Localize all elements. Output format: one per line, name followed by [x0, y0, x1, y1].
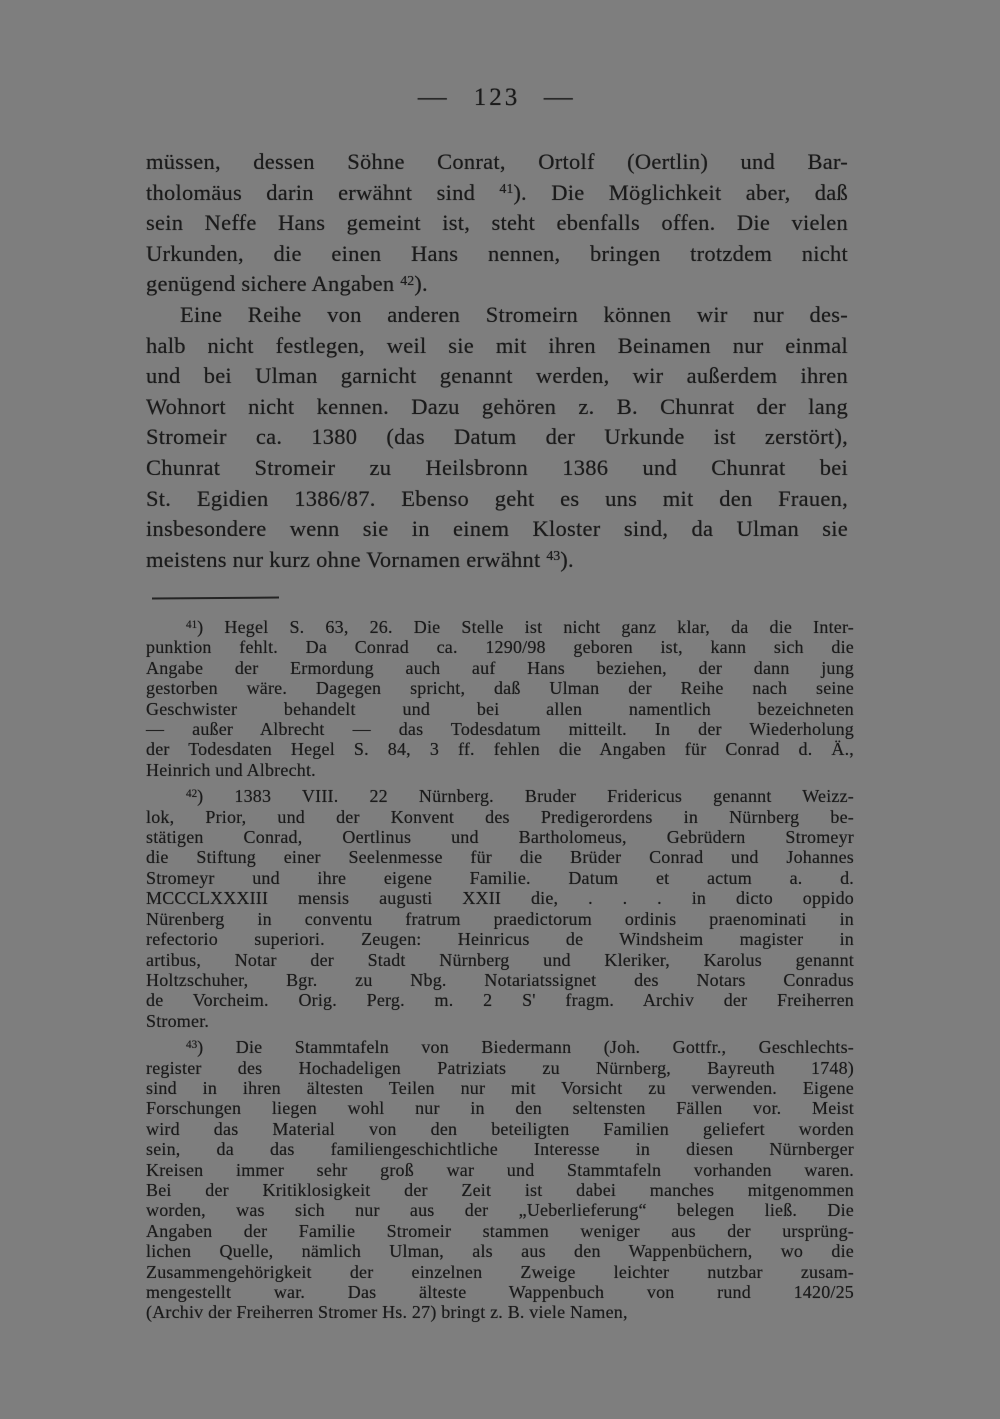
text-line: Urkunden, die einen Hans nennen, bringen trotzdem nicht	[146, 240, 848, 266]
footnotes	[146, 617, 854, 1323]
text-line: sind in ihren ältesten Teilen nur mit Vorsicht zu verwenden. Eigene	[146, 1077, 854, 1098]
text-line: mengestellt war. Das älteste Wappenbuch von rund 1420/25	[146, 1282, 854, 1302]
text-line: $^{42}$) 1383 VIII. 22 Nürnberg. Bruder Fridericus genannt Weizz-	[186, 786, 854, 807]
text-line: wird das Material von den beteiligten Familien geliefert worden	[146, 1118, 854, 1139]
text-line: Eine Reihe von anderen Stromeirn können wir nur des-	[180, 301, 848, 327]
text-line: register des Hochadeligen Patriziats zu Nürnberg, Bayreuth 1748)	[146, 1057, 854, 1078]
header-right-dash: —	[544, 84, 577, 111]
text-line: sein Neffe Hans gemeint ist, steht ebenfalls offen. Die vielen	[146, 210, 848, 236]
text-line: Stromeir ca. 1380 (das Datum der Urkunde ist zerstört),	[146, 424, 848, 450]
text-line: (Archiv der Freiherren Stromer Hs. 27) bringt z. B. viele Namen,	[146, 1302, 628, 1323]
text-line: müssen, dessen Söhne Conrat, Ortolf (Oertlin) und Bar-	[146, 149, 848, 174]
text-line: lok, Prior, und der Konvent des Predigerordens in Nürnberg be-	[146, 806, 854, 827]
text-line: sein, da das familiengeschichtliche Interesse in diesen Nürnberger	[146, 1139, 854, 1160]
text-line: Forschungen liegen wohl nur in den seltensten Fällen vor. Meist	[146, 1098, 854, 1119]
text-line: Zusammengehörigkeit der einzelnen Zweige leichter nutzbar zusam-	[146, 1261, 854, 1282]
footnote-42	[146, 786, 854, 1031]
text-line: meistens nur kurz ohne Vornamen erwähnt $^{43}$).	[146, 546, 574, 572]
page-number: 123	[473, 84, 521, 111]
footnote-41	[146, 617, 854, 780]
text-line: insbesondere wenn sie in einem Kloster sind, da Ulman sie	[146, 516, 848, 542]
text-line: de Vorcheim. Orig. Perg. m. 2 S' fragm. Archiv der Freiherren	[146, 990, 854, 1011]
text-line: Angaben der Familie Stromeir stammen weniger aus der ursprüng-	[146, 1220, 854, 1241]
text-line: tholomäus darin erwähnt sind $^{41}$). Die Möglichkeit aber, daß	[146, 179, 848, 205]
text-line: Geschwister behandelt und bei allen namentlich bezeichneten	[146, 698, 854, 719]
text-line: artibus, Notar der Stadt Nürnberg und Kleriker, Karolus genannt	[146, 949, 854, 970]
footnote-43	[146, 1037, 854, 1323]
text-line: halb nicht festlegen, weil sie mit ihren Beinamen nur einmal	[146, 332, 848, 358]
text-line: Nürenberg in conventu fratrum praedictorum ordinis praenominati in	[146, 908, 854, 929]
paragraph	[146, 300, 848, 575]
text-line: $^{41}$) Hegel S. 63, 26. Die Stelle ist nicht ganz klar, da die Inter-	[186, 617, 854, 637]
text-line: Angabe der Ermordung auch auf Hans beziehen, der dann jung	[146, 657, 854, 678]
text-line: Kreisen immer sehr groß war und Stammtafeln vorhanden waren.	[146, 1159, 854, 1180]
text-line: gestorben wäre. Dagegen spricht, daß Ulman der Reihe nach seine	[146, 678, 854, 699]
text-line: lichen Quelle, nämlich Ulman, als aus den Wappenbüchern, wo die	[146, 1241, 854, 1262]
text-line: genügend sichere Angaben $^{42}$).	[146, 271, 428, 297]
text-line: punktion fehlt. Da Conrad ca. 1290/98 geboren ist, kann sich die	[146, 637, 854, 658]
main-text	[146, 147, 848, 575]
text-line: refectorio superiori. Zeugen: Heinricus de Windsheim magister in	[146, 929, 854, 950]
text-line: St. Egidien 1386/87. Ebenso geht es uns mit den Frauen,	[146, 485, 848, 511]
text-line: Chunrat Stromeir zu Heilsbronn 1386 und Chunrat bei	[146, 454, 848, 480]
text-line: Holtzschuher, Bgr. zu Nbg. Notariatssignet des Notars Conradus	[146, 969, 854, 990]
text-line: — außer Albrecht — das Todesdatum mitteilt. In der Wiederholung	[146, 719, 854, 740]
header-left-dash: —	[417, 84, 450, 111]
text-line: der Todesdaten Hegel S. 84, 3 ff. fehlen die Angaben für Conrad d. Ä.,	[146, 739, 854, 760]
text-line: Stromer.	[146, 1010, 210, 1031]
text-line: worden, was sich nur aus der „Ueberlieferung“ belegen ließ. Die	[146, 1200, 854, 1221]
paragraph	[146, 147, 848, 300]
footnote-separator	[152, 597, 279, 600]
text-line: Heinrich und Albrecht.	[146, 759, 316, 780]
text-line: Wohnort nicht kennen. Dazu gehören z. B. Chunrat der lang	[146, 393, 848, 419]
text-line: stätigen Conrad, Oertlinus und Bartholomeus, Gebrüdern Stromeyr	[146, 827, 854, 848]
text-line: Stromeyr und ihre eigene Familie. Datum et actum a. d.	[146, 867, 854, 888]
text-line: $^{43}$) Die Stammtafeln von Biedermann (Joh. Gottfr., Geschlechts-	[186, 1037, 854, 1058]
text-line: Bei der Kritiklosigkeit der Zeit ist dabei manches mitgenommen	[146, 1179, 854, 1200]
text-line: und bei Ulman garnicht genannt werden, wir außerdem ihren	[146, 363, 848, 389]
text-line: die Stiftung einer Seelenmesse für die Brüder Conrad und Johannes	[146, 847, 854, 868]
page-header	[146, 84, 848, 112]
text-line: MCCCLXXXIII mensis augusti XXII die, . . . in dicto oppido	[146, 888, 854, 909]
